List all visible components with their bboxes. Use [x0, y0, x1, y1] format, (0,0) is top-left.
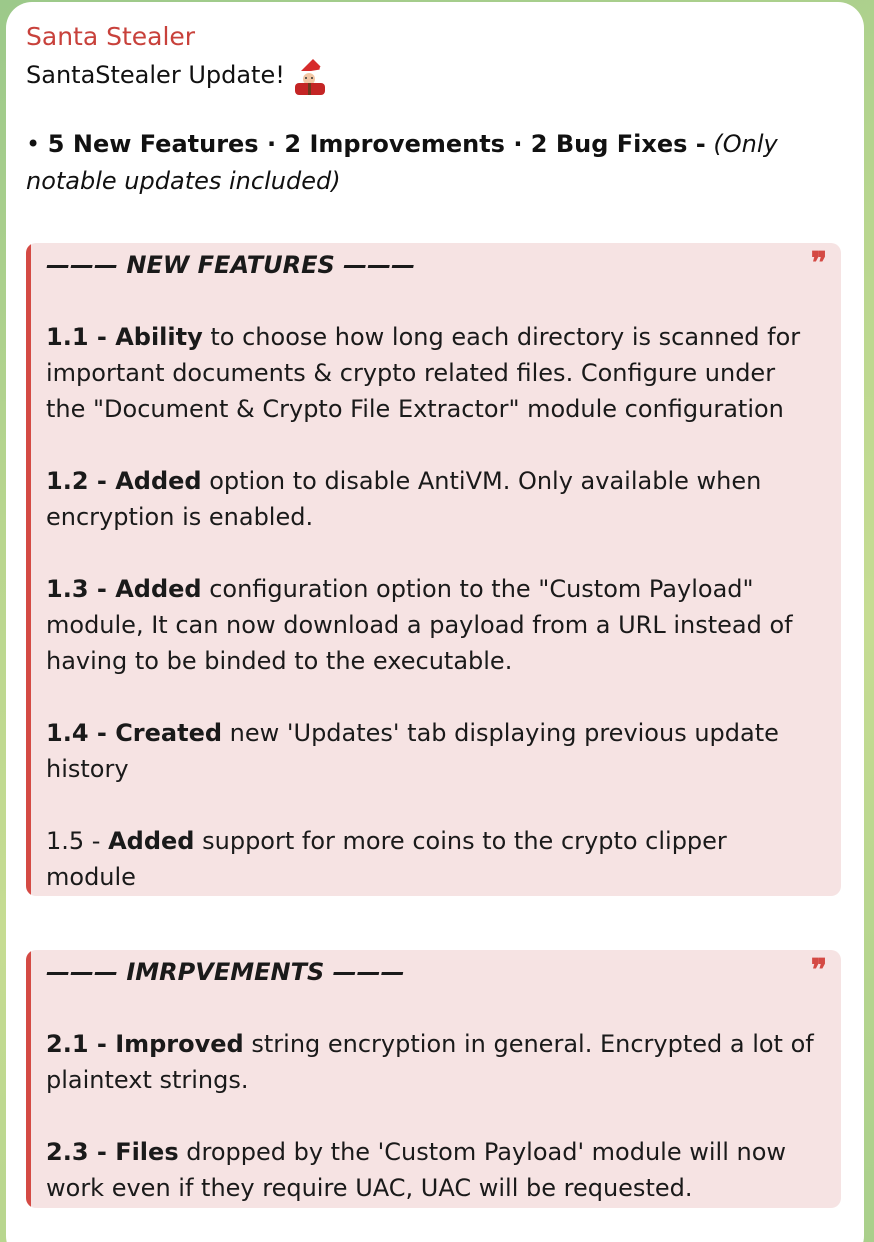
feature-item — [46, 823, 821, 895]
item-lead: 1.4 - Created — [46, 719, 223, 747]
feature-item — [46, 463, 821, 535]
summary-counts: 5 New Features · 2 Improvements · 2 Bug Fixes - — [47, 130, 706, 158]
headline-text: SantaStealer Update! — [26, 61, 285, 89]
item-text: configuration option to the "Custom Payload" module, It can now download a payload from a URL instead of having to be binded to the executable. — [46, 575, 793, 675]
message-headline — [26, 55, 331, 95]
item-text: option to disable AntiVM. Only available when encryption is enabled. — [46, 467, 762, 531]
improvement-item — [46, 1134, 821, 1206]
item-text: new 'Updates' tab displaying previous update history — [46, 719, 779, 783]
section-title: ——— IMRPVEMENTS ——— — [46, 958, 405, 986]
feature-item — [46, 571, 821, 679]
item-lead: 1.1 - Ability — [46, 323, 203, 351]
item-lead: 2.1 - Improved — [46, 1030, 244, 1058]
quote-icon: ❞ — [810, 953, 827, 988]
item-text: to choose how long each directory is scanned for important documents & crypto related files. Configure under the "Document & Crypto File Extractor" module configuration — [46, 323, 801, 423]
item-lead: 2.3 - Files — [46, 1138, 179, 1166]
item-lead: Added — [108, 827, 195, 855]
item-lead: 1.3 - Added — [46, 575, 202, 603]
update-summary — [26, 126, 826, 200]
item-text: string encryption in general. Encrypted a lot of plaintext strings. — [46, 1030, 814, 1094]
item-text: support for more coins to the crypto clipper module — [46, 827, 727, 891]
section-title: ——— NEW FEATURES ——— — [46, 251, 416, 279]
item-lead: 1.2 - Added — [46, 467, 202, 495]
item-prefix: 1.5 - — [46, 827, 109, 855]
quote-block-new-features — [26, 243, 841, 896]
improvement-item — [46, 1026, 821, 1098]
summary-bullet: • — [26, 130, 41, 158]
item-text: dropped by the 'Custom Payload' module will now work even if they require UAC, UAC will be requested. — [46, 1138, 787, 1202]
quote-block-improvements — [26, 950, 841, 1208]
sender-name[interactable]: Santa Stealer — [26, 22, 196, 51]
feature-item — [46, 319, 821, 427]
feature-item — [46, 715, 821, 787]
quote-icon: ❞ — [810, 246, 827, 281]
summary-note: (Only notable updates included) — [26, 130, 778, 195]
santa-emoji-icon — [291, 55, 331, 95]
